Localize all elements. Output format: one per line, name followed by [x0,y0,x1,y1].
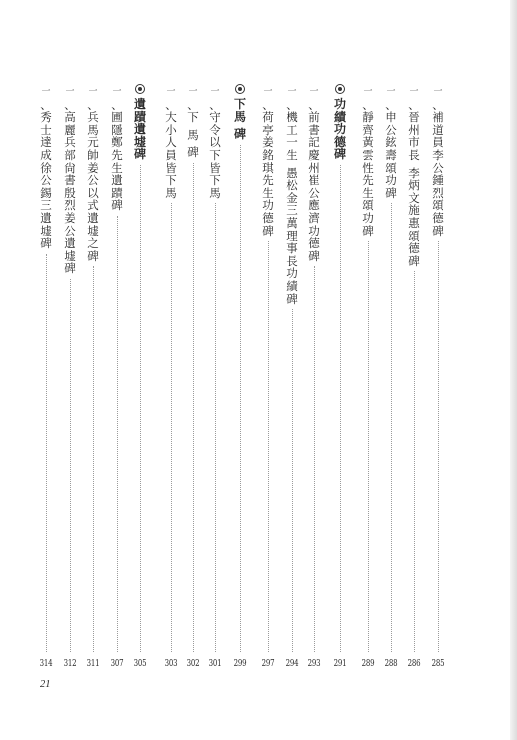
toc-page-number: 293 [307,659,321,669]
toc-dot-leader [70,279,71,652]
toc-dot-leader [215,203,216,652]
toc-dot-leader [368,241,369,652]
toc-page-number: 314 [39,659,53,669]
toc-dot-leader [140,165,141,652]
toc-entry-title: 一 、 靜 齊 黃 雲 性 先 生 頌 功 碑 [362,87,374,238]
toc-entry-title: 一 、 下 馬 碑 [187,87,199,160]
section-bullet-icon [135,84,145,94]
toc-dot-leader [292,309,293,652]
toc-entry-title: 一 、 大 小 人 員 皆 下 馬 [165,87,177,200]
toc-page-number: 299 [233,659,247,669]
toc-page-number: 286 [407,659,421,669]
section-bullet-icon [235,84,245,94]
toc-entry-title: 一 、 兵 馬 元 帥 姜 公 以 式 遺 墟 之 碑 [87,87,99,263]
toc-page-number: 312 [63,659,77,669]
toc-entry-title: 一 、 機 工 一 生 愚 松 金 三 萬 理 事 長 功 績 碑 [286,87,298,306]
toc-dot-leader [46,254,47,652]
toc-page-number: 311 [86,659,100,669]
toc-dot-leader [193,163,194,652]
toc-page-number: 288 [384,659,398,669]
toc-entry-title: 一 、 圃 隱 鄭 先 生 遺 蹟 碑 [111,87,123,213]
toc-dot-leader [340,165,341,652]
toc-dot-leader [93,266,94,652]
toc-section-heading: 下 馬 碑 [230,84,250,141]
toc-entry-title: 一 、 秀 士 達 成 徐 公 錫 三 遺 墟 碑 [40,87,52,251]
toc-section-heading: 功 績 功 德 碑 [330,84,350,161]
toc-dot-leader [391,203,392,652]
toc-page-number: 305 [133,659,147,669]
toc-page-number: 302 [186,659,200,669]
toc-page-number: 301 [208,659,222,669]
toc-page-number: 294 [285,659,299,669]
toc-entry-title: 一 、 申 公 鉉 壽 頌 功 碑 [385,87,397,200]
toc-entry-title: 一 、 補 道 員 李 公 鍾 烈 頌 德 碑 [432,87,444,238]
toc-dot-leader [438,241,439,652]
page-edge-shadow [510,0,517,740]
toc-entry-title: 一 、 守 令 以 下 皆 下 馬 [209,87,221,200]
toc-page-number: 291 [333,659,347,669]
toc-dot-leader [414,271,415,652]
toc-entry-title: 一 、 前 書 記 慶 州 崔 公 應 濟 功 德 碑 [308,87,320,263]
toc-dot-leader [240,145,241,652]
toc-dot-leader [117,216,118,652]
toc-dot-leader [314,266,315,652]
toc-page-number: 297 [261,659,275,669]
toc-dot-leader [268,241,269,652]
section-bullet-icon [335,84,345,94]
toc-page-number: 307 [110,659,124,669]
toc-dot-leader [171,203,172,652]
toc-entry-title: 一 、 晉 州 市 長 李 炳 文 施 惠 頌 德 碑 [408,87,420,268]
toc-page-number: 303 [164,659,178,669]
toc-entry-title: 一 、 高 麗 兵 部 尙 書 殷 烈 姜 公 遺 墟 碑 [64,87,76,276]
page-number: 21 [40,679,51,690]
toc-page-number: 285 [431,659,445,669]
toc-section-heading: 遺 蹟 遺 墟 碑 [130,84,150,161]
toc-page-number: 289 [361,659,375,669]
toc-entry-title: 一 、 荷 亭 姜 銘 琪 先 生 功 德 碑 [262,87,274,238]
